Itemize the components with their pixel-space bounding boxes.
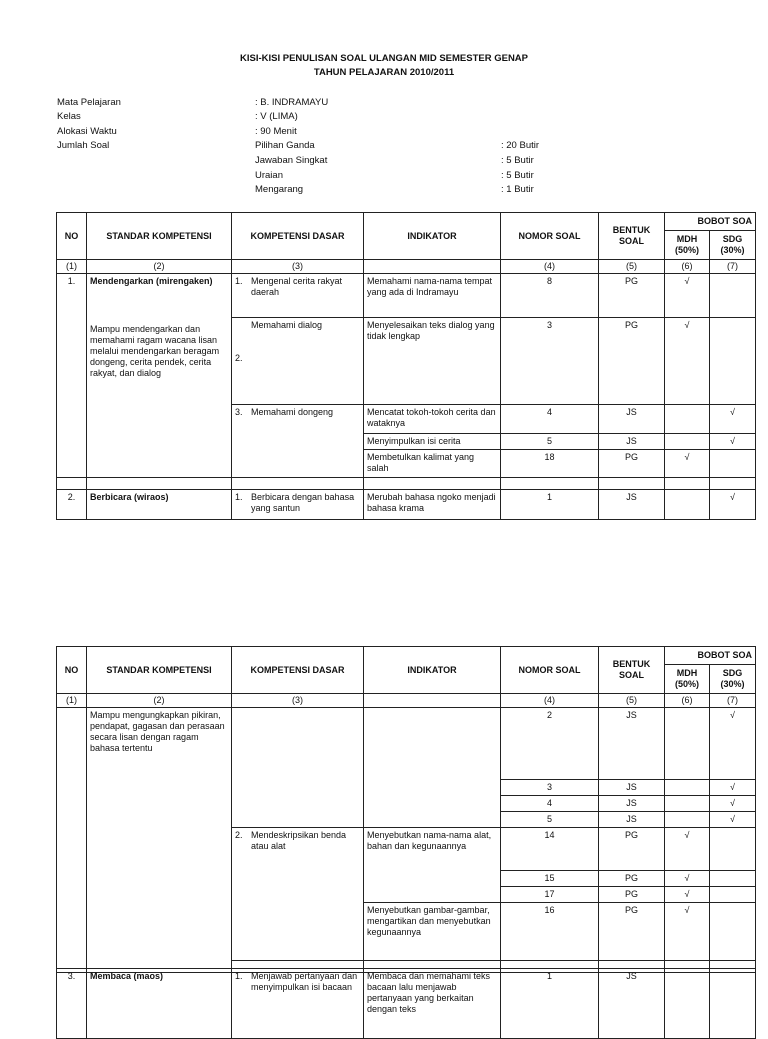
col-num: (2) <box>87 260 232 274</box>
indikator-cell: Mencatat tokoh-tokoh cerita dan wataknya <box>364 405 501 434</box>
bentuk-soal-cell: PG <box>599 887 665 903</box>
kd-number: 1. <box>235 492 243 502</box>
standar-kompetensi-cell <box>87 274 232 478</box>
nomor-soal-cell: 17 <box>501 887 599 903</box>
sk-description: Mampu mendengarkan dan memahami ragam wacana lisan melalui mendengarkan beragam dongeng, cerita pendek, cerita rakyat, dan dialog <box>90 324 220 378</box>
nomor-soal-cell: 1 <box>501 969 599 1039</box>
row-no <box>57 708 87 973</box>
nomor-soal-cell: 4 <box>501 405 599 434</box>
col-num: (2) <box>87 694 232 708</box>
mdh-check <box>665 490 710 520</box>
mdh-check: √ <box>665 871 710 887</box>
document-title: KISI-KISI PENULISAN SOAL ULANGAN MID SEMESTER GENAP <box>239 53 528 64</box>
nomor-soal-cell: 5 <box>501 434 599 450</box>
sdg-check <box>710 318 756 405</box>
sdg-check: √ <box>710 405 756 434</box>
bentuk-soal-cell: JS <box>599 405 665 434</box>
header-standar-kompetensi: STANDAR KOMPETENSI <box>87 213 232 260</box>
kd-number: 2. <box>235 830 243 840</box>
kd-cell <box>232 969 364 1039</box>
sdg-check: √ <box>710 780 756 796</box>
mdh-check <box>665 796 710 812</box>
nomor-soal-cell: 2 <box>501 708 599 780</box>
table-row <box>57 969 756 1039</box>
sdg-check <box>710 871 756 887</box>
col-num: (3) <box>232 694 364 708</box>
indikator-cell: Merubah bahasa ngoko menjadi bahasa krama <box>364 490 501 520</box>
header-kompetensi-dasar: KOMPETENSI DASAR <box>232 213 364 260</box>
nomor-soal-cell: 4 <box>501 796 599 812</box>
nomor-soal-cell: 3 <box>501 318 599 405</box>
nomor-soal-cell: 14 <box>501 828 599 871</box>
mdh-check: √ <box>665 828 710 871</box>
mata-pelajaran-value: : B. INDRAMAYU <box>255 97 329 108</box>
kd-cell <box>232 708 364 828</box>
sk-title: Berbicara (wiraos) <box>87 490 232 520</box>
table-row <box>57 274 756 318</box>
pilihan-ganda-value: : 20 Butir <box>501 140 540 151</box>
pilihan-ganda-label: Pilihan Ganda <box>255 140 315 151</box>
sdg-check: √ <box>710 708 756 780</box>
mdh-check: √ <box>665 274 710 318</box>
header-indikator: INDIKATOR <box>364 213 501 260</box>
nomor-soal-cell: 18 <box>501 450 599 478</box>
sdg-check <box>710 887 756 903</box>
row-no: 1. <box>57 274 87 478</box>
kd-cell <box>232 490 364 520</box>
col-num <box>364 260 501 274</box>
mdh-check <box>665 812 710 828</box>
alokasi-waktu-label: Alokasi Waktu <box>57 126 117 137</box>
mdh-check <box>665 708 710 780</box>
nomor-soal-cell: 15 <box>501 871 599 887</box>
sk-description: Mampu mengungkapkan pikiran, pendapat, gagasan dan perasaan secara lisan dengan ragam bahasa tertentu <box>87 708 232 973</box>
bentuk-soal-cell: PG <box>599 871 665 887</box>
nomor-soal-cell: 16 <box>501 903 599 961</box>
kisi-table-2 <box>56 646 756 973</box>
kd-text: Memahami dialog <box>251 320 323 330</box>
sdg-check: √ <box>710 434 756 450</box>
mdh-check: √ <box>665 450 710 478</box>
table-row <box>57 490 756 520</box>
bentuk-soal-cell: PG <box>599 903 665 961</box>
bentuk-soal-cell: JS <box>599 969 665 1039</box>
kd-text: Berbicara dengan bahasa yang santun <box>251 492 355 513</box>
table-row <box>57 708 756 780</box>
sdg-check: √ <box>710 796 756 812</box>
sdg-check <box>710 828 756 871</box>
bentuk-soal-cell: JS <box>599 490 665 520</box>
mata-pelajaran-label: Mata Pelajaran <box>57 97 121 108</box>
kd-number: 3. <box>235 407 243 417</box>
sdg-check: √ <box>710 812 756 828</box>
header-bentuk-soal: BENTUK SOAL <box>599 213 665 260</box>
alokasi-waktu-value: : 90 Menit <box>255 126 297 137</box>
kd-cell <box>232 828 364 961</box>
col-num: (3) <box>232 260 364 274</box>
bentuk-soal-cell: JS <box>599 796 665 812</box>
bentuk-soal-cell: PG <box>599 274 665 318</box>
uraian-value: : 5 Butir <box>501 170 534 181</box>
header-nomor-soal: NOMOR SOAL <box>501 213 599 260</box>
nomor-soal-cell: 8 <box>501 274 599 318</box>
indikator-cell: Menyelesaikan teks dialog yang tidak lengkap <box>364 318 501 405</box>
header-nomor-soal: NOMOR SOAL <box>501 647 599 694</box>
row-no: 2. <box>57 490 87 520</box>
sk-title: Mendengarkan (mirengaken) <box>90 276 213 286</box>
col-num: (1) <box>57 694 87 708</box>
header-indikator: INDIKATOR <box>364 647 501 694</box>
kisi-table-2-continued <box>56 968 756 1039</box>
mdh-check: √ <box>665 887 710 903</box>
mengarang-label: Mengarang <box>255 184 304 195</box>
header-no: NO <box>57 213 87 260</box>
header-mdh: MDH (50%) <box>665 665 710 694</box>
kd-number: 1. <box>235 276 243 286</box>
kisi-table-1 <box>56 212 756 520</box>
header-kompetensi-dasar: KOMPETENSI DASAR <box>232 647 364 694</box>
bentuk-soal-cell: PG <box>599 828 665 871</box>
nomor-soal-cell: 3 <box>501 780 599 796</box>
kd-text: Memahami dongeng <box>251 407 334 417</box>
bentuk-soal-cell: JS <box>599 434 665 450</box>
mdh-check <box>665 405 710 434</box>
sk-title: Membaca (maos) <box>87 969 232 1039</box>
col-num: (6) <box>665 260 710 274</box>
mdh-check <box>665 434 710 450</box>
nomor-soal-cell: 5 <box>501 812 599 828</box>
row-no: 3. <box>57 969 87 1039</box>
indikator-cell: Membetulkan kalimat yang salah <box>364 450 501 478</box>
jawaban-singkat-label: Jawaban Singkat <box>255 155 328 166</box>
jumlah-soal-label: Jumlah Soal <box>57 140 110 151</box>
header-sdg: SDG (30%) <box>710 665 756 694</box>
header-no: NO <box>57 647 87 694</box>
indikator-cell: Menyebutkan nama-nama alat, bahan dan kegunaannya <box>364 828 501 903</box>
bentuk-soal-cell: PG <box>599 450 665 478</box>
header-mdh: MDH (50%) <box>665 231 710 260</box>
header-bentuk-soal: BENTUK SOAL <box>599 647 665 694</box>
sdg-check <box>710 903 756 961</box>
mengarang-value: : 1 Butir <box>501 184 534 195</box>
header-sdg: SDG (30%) <box>710 231 756 260</box>
table-row-empty <box>57 478 756 490</box>
indikator-cell: Menyebutkan gambar-gambar, mengartikan dan menyebutkan kegunaannya <box>364 903 501 961</box>
bentuk-soal-cell: JS <box>599 708 665 780</box>
col-num: (7) <box>710 694 756 708</box>
uraian-label: Uraian <box>255 170 283 181</box>
kd-number: 1. <box>235 971 243 981</box>
nomor-soal-cell: 1 <box>501 490 599 520</box>
indikator-cell: Membaca dan memahami teks bacaan lalu menjawab pertanyaan yang berkaitan dengan teks <box>364 969 501 1039</box>
mdh-check <box>665 780 710 796</box>
kd-number: 2. <box>235 353 243 363</box>
kd-text: Menjawab pertanyaan dan menyimpulkan isi bacaan <box>251 971 358 992</box>
indikator-cell: Memahami nama-nama tempat yang ada di Indramayu <box>364 274 501 318</box>
header-bobot-soal: BOBOT SOA <box>665 647 756 665</box>
col-num: (1) <box>57 260 87 274</box>
mdh-check: √ <box>665 318 710 405</box>
header-standar-kompetensi: STANDAR KOMPETENSI <box>87 647 232 694</box>
bentuk-soal-cell: JS <box>599 780 665 796</box>
document-subtitle: TAHUN PELAJARAN 2010/2011 <box>313 67 455 78</box>
bentuk-soal-cell: JS <box>599 812 665 828</box>
kd-text: Mengenal cerita rakyat daerah <box>251 276 343 297</box>
col-num: (5) <box>599 694 665 708</box>
kd-cell <box>232 405 364 478</box>
col-num: (5) <box>599 260 665 274</box>
sdg-check <box>710 450 756 478</box>
bentuk-soal-cell: PG <box>599 318 665 405</box>
indikator-cell: Menyimpulkan isi cerita <box>364 434 501 450</box>
sdg-check <box>710 274 756 318</box>
col-num: (6) <box>665 694 710 708</box>
kd-text: Mendeskripsikan benda atau alat <box>251 830 347 851</box>
mdh-check: √ <box>665 903 710 961</box>
sdg-check: √ <box>710 490 756 520</box>
sdg-check <box>710 969 756 1039</box>
col-num: (4) <box>501 694 599 708</box>
jawaban-singkat-value: : 5 Butir <box>501 155 534 166</box>
col-num: (7) <box>710 260 756 274</box>
kd-cell <box>232 274 364 318</box>
col-num: (4) <box>501 260 599 274</box>
kelas-label: Kelas <box>57 111 81 122</box>
kelas-value: : V (LIMA) <box>255 111 298 122</box>
header-bobot-soal: BOBOT SOA <box>665 213 756 231</box>
mdh-check <box>665 969 710 1039</box>
kd-cell <box>232 318 364 405</box>
indikator-cell <box>364 708 501 828</box>
col-num <box>364 694 501 708</box>
